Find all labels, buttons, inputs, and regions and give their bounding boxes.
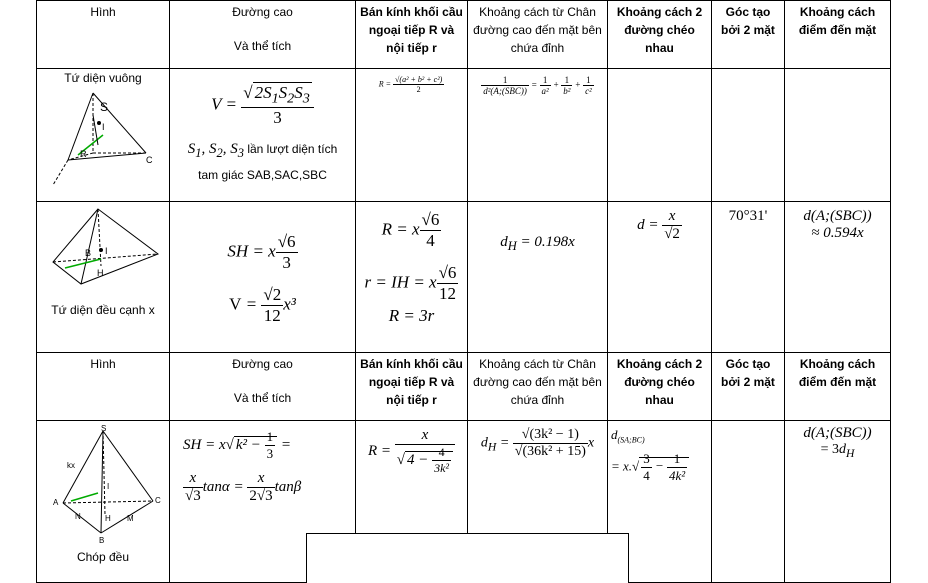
- col-duong-cao: Đường cao Và thể tích: [170, 1, 356, 69]
- label-s: S: [100, 100, 109, 114]
- svg-text:A: A: [53, 498, 59, 507]
- svg-text:kx: kx: [67, 461, 75, 470]
- cell-volume-1: V = $\frac{√ 2S_1S_2S_3}{3}$ $S_1$, $S_2$, $S_3$ lần lượt diện tích tam giác SAB,SAC,SBC: [170, 69, 356, 202]
- figure-name: Tứ diện đều cạnh x: [51, 303, 155, 317]
- cell-skew-4: $d_{(SA;BC)}$ = x.√ $\frac{3}{4}$ − $\frac{1}{\text{4k²}}$: [608, 421, 712, 583]
- cell-distance-4: $d_H$ = $\frac{\text{√(3k² − 1)}}{\text{√(36k² + 15)}}$ x: [468, 421, 608, 583]
- cell-distance-1: $\frac{1}{\text{d²(A;(SBC))}}$ = $\frac{1}{\text{a²}}$ + $\frac{1}{\text{b²}}$ + $\frac{1}{\text{c²}}$: [468, 69, 608, 202]
- svg-text:I: I: [105, 246, 108, 256]
- figure-name: Tứ diện vuông: [64, 71, 142, 85]
- figure-name: Chóp đều: [76, 550, 130, 564]
- pyramid-regular-figure: [43, 423, 163, 548]
- col-ban-kinh: Bán kính khối cầu ngoại tiếp R và nội tiếp r: [356, 1, 468, 69]
- cell-volume-4: SH = x√ k² − $\frac{1}{3}$ = $\frac{x}{√3}$ tanα = $\frac{x}{2√3}$ tanβ: [170, 421, 356, 583]
- tetra-right-figure: [48, 85, 158, 190]
- cell-figure-4: [37, 421, 170, 583]
- cell-empty-1b: [712, 69, 785, 202]
- cell-figure-2: [37, 202, 170, 353]
- svg-text:B: B: [99, 536, 105, 545]
- cell-skew-2: d = $\frac{x}{√2}$: [608, 202, 712, 353]
- svg-text:N: N: [75, 512, 81, 521]
- col-khoang-cach-2: Khoảng cách 2 đường chéo nhau: [608, 1, 712, 69]
- svg-text:C: C: [146, 155, 153, 165]
- col-hinh: Hình: [37, 1, 170, 69]
- svg-text:B: B: [85, 248, 92, 258]
- header-row-2: Hình Đường cao Và thể tích Bán kính khối cầu ngoại tiếp R và nội tiếp r Khoảng cách từ Chân đường cao đến mặt bên chứa đỉnh Khoảng cách 2 đường chéo nhau Góc tạo bởi 2 mặt Khoảng cách điểm đến mặt: [37, 353, 891, 421]
- col-goc: Góc tạo bởi 2 mặt: [712, 1, 785, 69]
- cell-radius-4: R = x √ 4 − $\frac{4}{\text{3k²}}$: [356, 421, 468, 583]
- cell-empty-1a: [608, 69, 712, 202]
- svg-text:H: H: [97, 268, 104, 278]
- svg-text:M: M: [127, 514, 134, 523]
- svg-text:S: S: [101, 424, 107, 433]
- row-tu-dien-vuong: [37, 69, 891, 202]
- svg-text:I: I: [102, 122, 105, 132]
- header-row: [37, 1, 891, 69]
- cell-radius-2: R = x $\frac{√6}{4}$ r = IH = x $\frac{√6}{12}$ R = 3r: [356, 202, 468, 353]
- cell-point-2: d(A;(SBC)) ≈ 0.594x: [785, 202, 891, 353]
- svg-text:C: C: [155, 496, 161, 505]
- cell-figure-1: [37, 69, 170, 202]
- svg-text:R: R: [80, 149, 87, 159]
- cell-empty-1c: [785, 69, 891, 202]
- svg-text:I: I: [107, 482, 110, 491]
- cell-distance-2: $d_H = 0.198x$: [468, 202, 608, 353]
- col-kc-diem: Khoảng cách điểm đến mặt: [785, 1, 891, 69]
- cell-point-4: d(A;(SBC)) = $3d_H$: [785, 421, 891, 583]
- col-khoang-cach-chan: Khoảng cách từ Chân đường cao đến mặt bên chứa đỉnh: [468, 1, 608, 69]
- row-tu-dien-deu: [37, 202, 891, 353]
- overlay-box: [306, 533, 629, 583]
- formula-table: [36, 0, 891, 583]
- cell-radius-1: R = $\frac{\text{√(a² + b² + c²)}}{2}$: [356, 69, 468, 202]
- cell-volume-2: SH = x $\frac{√6}{3}$ V = $\frac{√2}{12}$ x³: [170, 202, 356, 353]
- cell-angle-2: 70°31': [712, 202, 785, 353]
- cell-empty-4: [712, 421, 785, 583]
- svg-text:H: H: [105, 514, 111, 523]
- tetra-regular-figure: [43, 204, 163, 289]
